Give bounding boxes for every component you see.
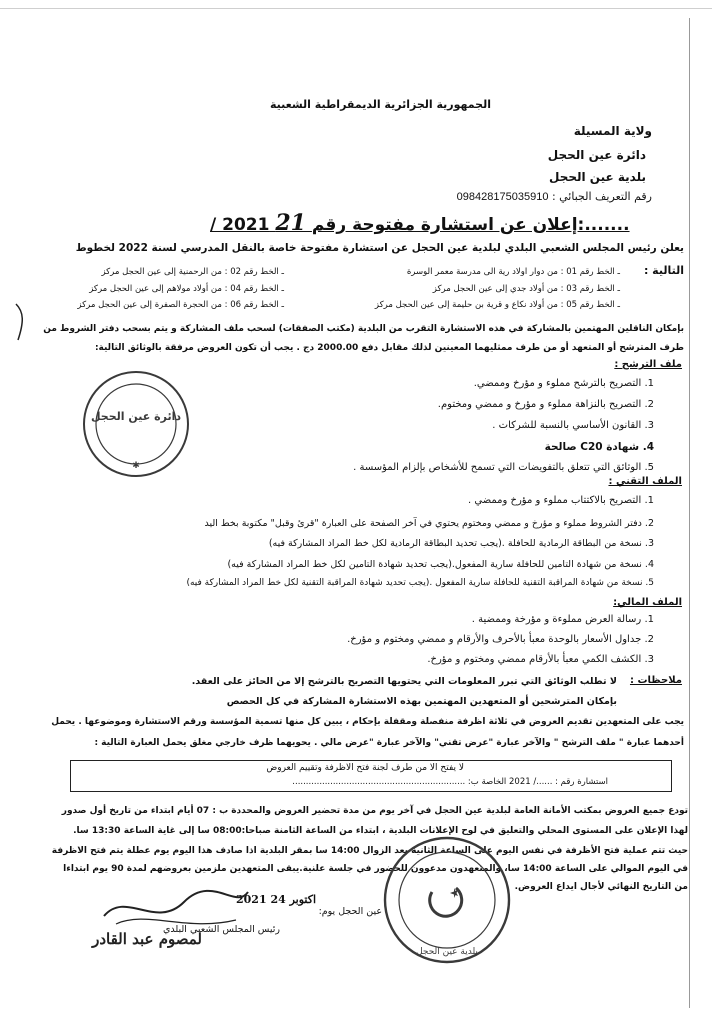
notes-line2: بإمكان المترشحين أو المتعهدين المهتمين بهذه الاستشارة المشاركة في كل الحصص xyxy=(226,696,617,707)
candidacy-item-3 xyxy=(492,420,654,431)
envelope-line2: استشارة رقم : ....../ 2021 الخاصة ب: ................................................................ xyxy=(292,777,608,787)
item-text: نسخة من شهادة المراقبة التقنية للحافلة سارية المفعول .(يجب تحديد شهادة المراقبة التقنية لكل خط المراد المشاركة فيه) xyxy=(186,578,643,588)
item-text: شهادة C20 صالحة xyxy=(544,441,640,453)
item-number: 4. xyxy=(644,559,654,570)
deposit-line1: تودع جميع العروض بمكتب الأمانة العامة لبلدية عين الحجل في آخر يوم من مدة تحضير العروض والمحددة ب : 07 أيام ابتداء من تاريخ أول صدور xyxy=(61,806,688,816)
item-text: التصريح بالاكتتاب مملوء و مؤرخ وممضي . xyxy=(468,495,642,506)
notes-line1: لا تطلب الوثائق التي تبرر المعلومات التي يحتويها التصريح بالترشح إلا من الحائز على العقد. xyxy=(191,676,617,687)
wilaya-label: ولاية المسيلة xyxy=(573,124,652,138)
item-number: 3. xyxy=(644,538,654,549)
route-05: ـ الخط رقم 05 : من أولاد نكاع و قرية بن حليمة إلى عين الحجل مركز xyxy=(374,300,620,310)
deposit-line4: في اليوم الموالي على الساعة 14:00 سا، والمتعهدون مدعوون للحضور في جلسة علنية.يبقى المتعهدين ملزمين بعروضهم لمدة 90 يوم ابتداءا xyxy=(63,864,688,874)
margin-pen-mark xyxy=(10,302,30,342)
item-text: دفتر الشروط مملوء و مؤرخ و ممضي ومختوم يحتوي في آخر الصفحة على العبارة "قرئ وقبل" مكتوبة بخط اليد xyxy=(204,518,642,529)
commune-label: بلدية عين الحجل xyxy=(549,170,646,184)
item-text: رسالة العرض مملوءة و مؤرخة وممضية . xyxy=(471,614,642,625)
submission-line2: أحدهما عبارة " ملف الترشح " والآخر عبارة "عرض تقني" والآخر عبارة "عرض مالي . يحويهما ظرف خارجي مغلق يحمل العبارة التالية : xyxy=(94,738,684,748)
signature-place-date: عين الحجل يوم: xyxy=(318,906,382,917)
candidacy-item-2 xyxy=(438,399,654,410)
technical-item-3 xyxy=(269,538,654,549)
item-number: 2. xyxy=(644,399,654,410)
submission-line1: يجب على المتعهدين تقديم العروض في ثلاثة اظرفة منفصلة ومقفلة بإحكام ، يبين كل منها تسمية المؤسسة ورقم الاستشارة وموضوعها . يحمل xyxy=(51,717,684,727)
item-number: 1. xyxy=(644,614,654,625)
signature-scribble xyxy=(96,880,256,940)
financial-item-2 xyxy=(347,634,654,645)
deposit-line5: من التاريخ النهائي لأجال ايداع العروض. xyxy=(514,882,688,892)
republic-header: الجمهورية الجزائرية الديمقراطية الشعبية xyxy=(270,98,491,111)
title xyxy=(210,210,630,236)
tax-id-value: 098428175035910 xyxy=(456,191,549,203)
title-text: إعلان عن استشارة مفتوحة رقم:....... xyxy=(311,215,630,235)
signature-role: رئيس المجلس الشعبي البلدي xyxy=(162,924,280,935)
financial-item-3 xyxy=(427,654,654,665)
item-number: 3. xyxy=(644,654,654,665)
deposit-line2: لهذا الإعلان على المستوى المحلي والتعليق في لوح الإعلانات البلدية ، ابتداء من الساعة الثامنة صباحا:08:00 سا إلى غاية الساعة 13:30 سا. xyxy=(73,826,688,836)
technical-item-4 xyxy=(227,559,654,570)
technical-item-1 xyxy=(468,495,654,506)
commune-seal xyxy=(382,830,512,970)
item-number: 4. xyxy=(642,441,654,453)
intro-line2-label: التالية : xyxy=(643,264,684,277)
route-02: ـ الخط رقم 02 : من الرحمنية إلى عين الحجل مركز xyxy=(101,267,284,277)
route-01: ـ الخط رقم 01 : من دوار اولاد رية الى مدرسة معمر الوسرة xyxy=(406,267,620,277)
commune-seal-text: بلدية عين الحجل xyxy=(416,947,478,957)
invite-line2: طرف المترشح أو المتعهد أو من طرف ممثليهما المعينين لذلك مقابل دفع 2000.00 دج . يجب أن تكون العروض مرفقة بالوثائق التالية: xyxy=(94,343,684,353)
financial-item-1 xyxy=(472,614,654,625)
envelope-line1: لا يفتح الا من طرف لجنة فتح الاظرفة وتقييم العروض xyxy=(266,763,464,773)
title-year: / 2021 xyxy=(210,215,270,235)
signature-date-handwritten: 2021 اكتوبر 24 xyxy=(236,893,317,906)
daira-stamp xyxy=(80,368,192,480)
item-text: نسخة من البطاقة الرمادية للحافلة .(يجب تحديد البطاقة الرمادية لكل خط المراد المشاركة فيه) xyxy=(268,538,642,549)
notes-heading: ملاحظات : xyxy=(629,675,682,686)
candidacy-item-4 xyxy=(545,441,654,453)
item-text: الوثائق التي تتعلق بالتفويضات التي تسمح للأشخاص بإلزام المؤسسة . xyxy=(353,462,642,473)
item-text: الكشف الكمي معبأ بالأرقام ممضي ومختوم و مؤرخ. xyxy=(427,654,642,665)
item-text: جداول الأسعار بالوحدة معبأ بالأحرف والأرقام و ممضي ومختوم و مؤرخ. xyxy=(347,634,642,645)
item-number: 2. xyxy=(644,634,654,645)
candidacy-heading: ملف الترشح : xyxy=(614,359,682,370)
tax-id-label: رقم التعريف الجبائي : xyxy=(551,190,652,203)
tax-id-row xyxy=(457,190,652,203)
svg-text:✱: ✱ xyxy=(132,461,140,471)
item-number: 1. xyxy=(644,378,654,389)
daira-stamp-text: دائرة عين الحجل xyxy=(90,410,182,423)
item-text: التصريح بالترشح مملوء و مؤرخ وممضي. xyxy=(473,378,642,389)
technical-item-5 xyxy=(186,578,654,588)
route-06: ـ الخط رقم 06 : من الحجرة الصفرة إلى عين الحجل مركز xyxy=(77,300,284,310)
invite-line1: بإمكان الناقلين المهتمين بالمشاركة في هذه الاستشارة التقرب من البلدية (مكتب الصفقات) لسحب ملف المشاركة و يتم بسحب دفتر الشروط من xyxy=(43,324,684,334)
item-number: 5. xyxy=(644,462,654,473)
deposit-line3: حيث تتم عملية فتح الأظرفة في نفس اليوم على الساعة الثانية بعد الزوال 14:00 سا بمقر البلدية اذا صادف هذا اليوم يوم عطلة يتم فتح الاظرفة xyxy=(51,846,688,856)
item-number: 2. xyxy=(644,518,654,529)
candidacy-item-5 xyxy=(353,462,654,473)
route-04: ـ الخط رقم 04 : من أولاد مولاهم إلى عين الحجل مركز xyxy=(89,284,284,294)
intro-line1: يعلن رئيس المجلس الشعبي البلدي لبلدية عين الحجل عن استشارة مفتوحة خاصة بالنقل المدرسي لسنة 2022 لخطوط xyxy=(75,242,684,254)
item-number: 3. xyxy=(644,420,654,431)
item-number: 5. xyxy=(645,578,654,588)
financial-heading: الملف المالي: xyxy=(613,597,682,608)
candidacy-item-1 xyxy=(474,378,654,389)
signature-name-handwritten: لمصوم عبد القادر xyxy=(92,930,202,948)
title-number-handwritten: 21 xyxy=(275,210,306,236)
daira-label: دائرة عين الحجل xyxy=(547,148,646,162)
scan-edge-top xyxy=(0,8,712,9)
item-text: نسخة من شهادة التامين للحافلة سارية المفعول.(يجب تحديد شهادة التامين لكل خط المراد المشاركة فيه) xyxy=(227,559,642,570)
technical-heading: الملف التقني : xyxy=(608,476,682,487)
scan-edge-right xyxy=(689,18,690,1008)
item-text: القانون الأساسي بالنسبة للشركات . xyxy=(492,420,642,431)
item-text: التصريح بالنزاهة مملوء و مؤرخ و ممضي ومختوم. xyxy=(437,399,642,410)
route-03: ـ الخط رقم 03 : من أولاد جدي إلى عين الحجل مركز xyxy=(432,284,620,294)
technical-item-2 xyxy=(204,518,654,529)
item-number: 1. xyxy=(644,495,654,506)
